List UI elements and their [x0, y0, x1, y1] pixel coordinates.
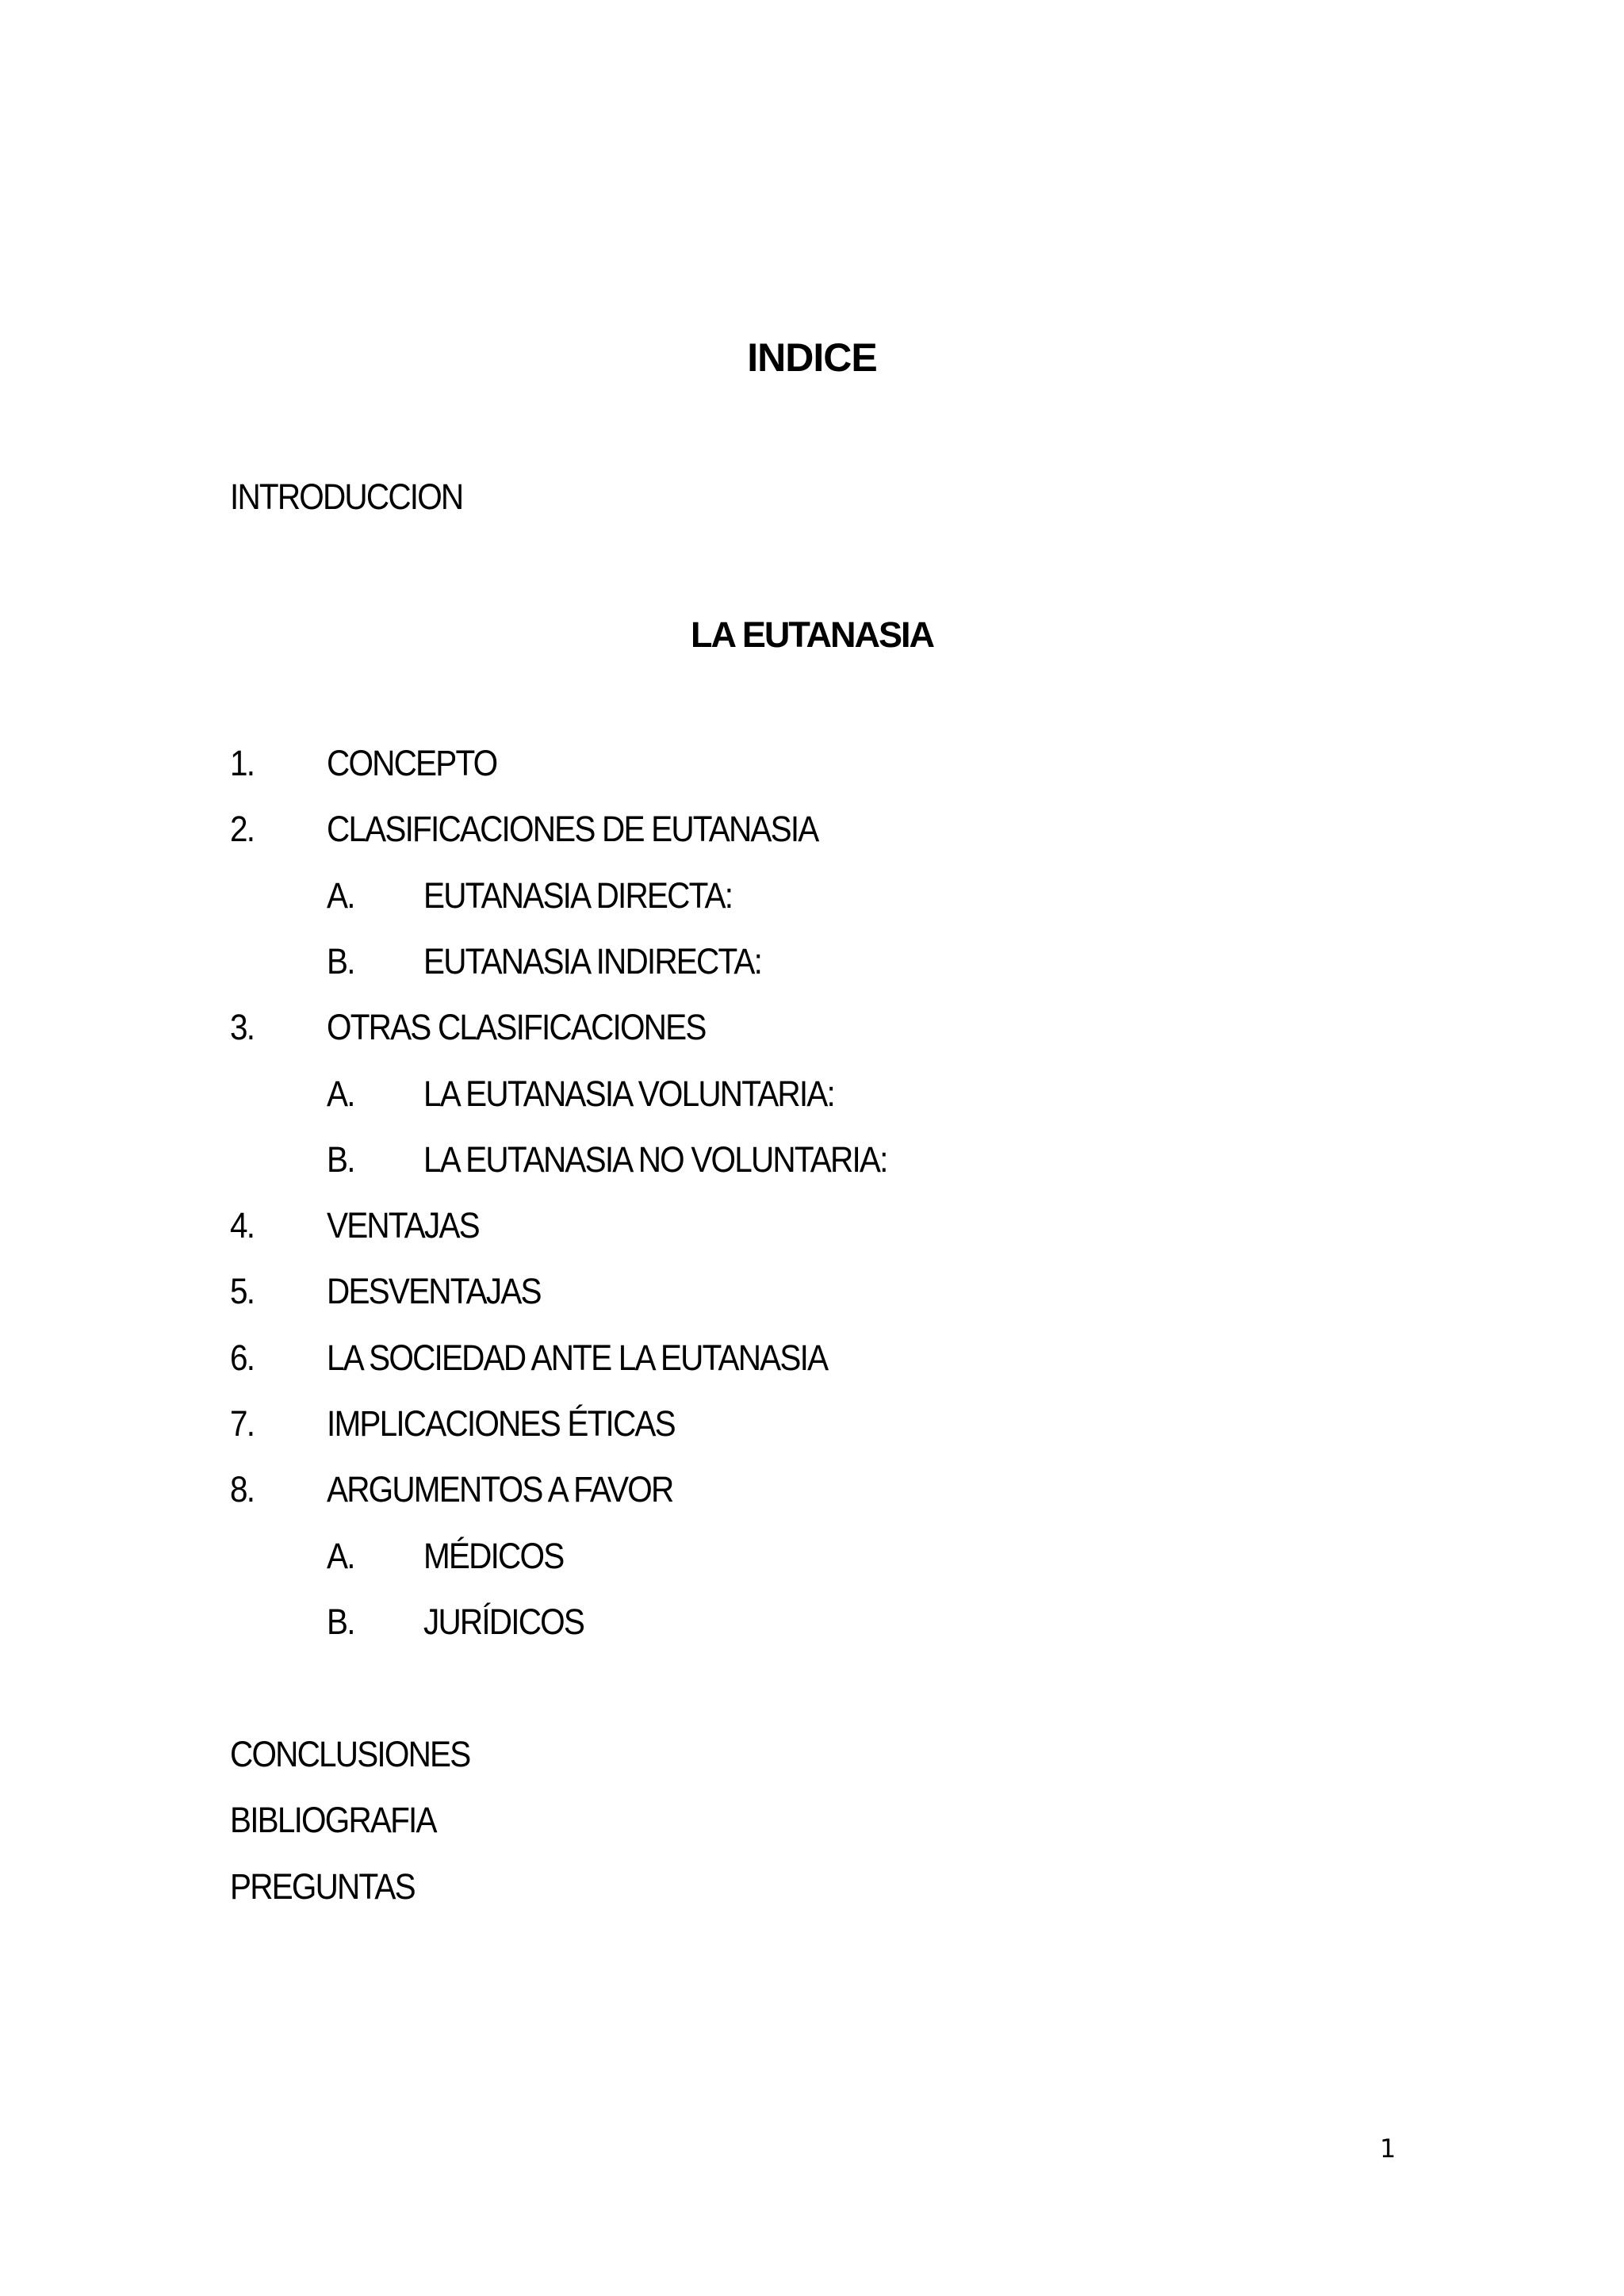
toc-subitem-label: JURÍDICOS	[423, 1601, 584, 1642]
toc-subitem-letter: A.	[327, 1073, 354, 1114]
toc-item-label: CLASIFICACIONES DE EUTANASIA	[327, 809, 818, 849]
toc-item-number: 6.	[230, 1337, 255, 1378]
toc-item-number: 1.	[230, 743, 255, 783]
toc-subitem-letter: A.	[327, 1536, 354, 1576]
toc-item-label: ARGUMENTOS A FAVOR	[327, 1469, 673, 1510]
toc-item-label: OTRAS CLASIFICACIONES	[327, 1007, 706, 1047]
toc-item-number: 3.	[230, 1007, 255, 1047]
toc-subitem-label: LA EUTANASIA VOLUNTARIA:	[423, 1073, 834, 1114]
toc-subitem-label: MÉDICOS	[423, 1536, 564, 1576]
toc-item-label: CONCEPTO	[327, 743, 497, 783]
toc-subitem-letter: B.	[327, 1139, 354, 1180]
introduction-entry: INTRODUCCION	[230, 476, 463, 517]
toc-item-label: LA SOCIEDAD ANTE LA EUTANASIA	[327, 1337, 828, 1378]
toc-subitem-letter: A.	[327, 875, 354, 916]
conclusions-entry: CONCLUSIONES	[230, 1734, 470, 1774]
toc-item-label: VENTAJAS	[327, 1205, 479, 1246]
toc-item-number: 2.	[230, 809, 255, 849]
section-title: LA EUTANASIA	[691, 614, 933, 655]
toc-item-label: DESVENTAJAS	[327, 1271, 541, 1311]
toc-item-label: IMPLICACIONES ÉTICAS	[327, 1403, 675, 1444]
questions-entry: PREGUNTAS	[230, 1866, 415, 1907]
toc-subitem-label: LA EUTANASIA NO VOLUNTARIA:	[423, 1139, 887, 1180]
toc-item-number: 8.	[230, 1469, 255, 1510]
toc-subitem-label: EUTANASIA INDIRECTA:	[423, 941, 762, 982]
toc-item-number: 7.	[230, 1403, 255, 1444]
bibliography-entry: BIBLIOGRAFIA	[230, 1800, 436, 1840]
page-title: INDICE	[747, 335, 877, 380]
toc-item-number: 4.	[230, 1205, 255, 1246]
toc-subitem-letter: B.	[327, 941, 354, 982]
toc-subitem-label: EUTANASIA DIRECTA:	[423, 875, 733, 916]
page-number: 1	[1380, 2133, 1396, 2164]
toc-item-number: 5.	[230, 1271, 255, 1311]
toc-subitem-letter: B.	[327, 1601, 354, 1642]
